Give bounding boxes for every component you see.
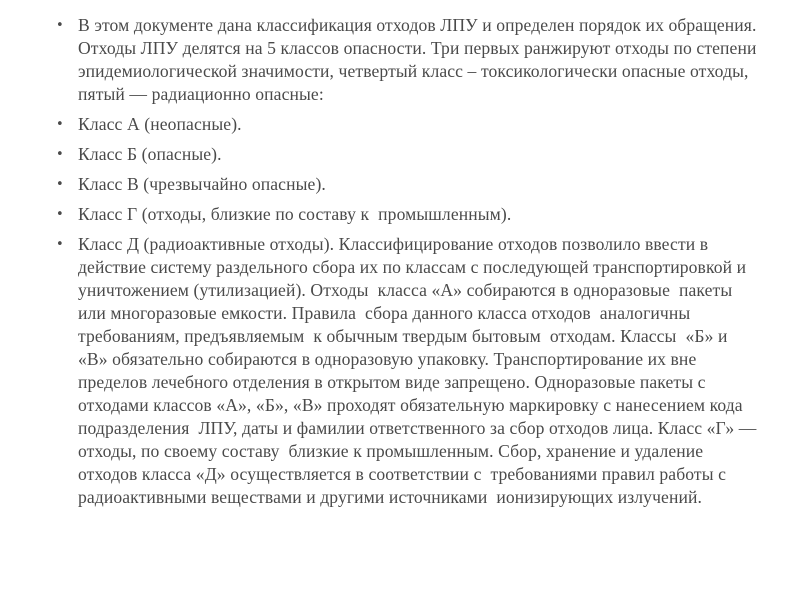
bullet-text-class-d: Класс Д (радиоактивные отходы). Классифицирование отходов позволило ввести в действие систему раздельного сбора их по классам с последующей транспортировкой и уничтожением (утилизацией). Отходы класса «А» собираются в одноразовые пакеты или многоразовые емкости. Правила сбора данного класса отходов аналогичны требованиям, предъявляемым к обычным твердым бытовым отходам. Классы «Б» и «В» обязательно собираются в одноразовую упаковку. Транспортирование их вне пределов лечебного отделения в открытом виде запрещено. Одноразовые пакеты с отходами классов «А», «Б», «В» проходят обязательную маркировку с нанесением кода подразделения ЛПУ, даты и фамилии ответственного за сбор отходов лица. Класс «Г» — отходы, по своему составу близкие к промышленным. Сбор, хранение и удаление отходов класса «Д» осуществляется в соответствии с требованиями правил работы с радиоактивными веществами и другими источниками ионизирующих излучений. — [78, 234, 761, 507]
bullet-text-class-a: Класс А (неопасные). — [78, 114, 242, 134]
bullet-item-class-v — [56, 173, 760, 196]
bullet-marker: • — [56, 207, 64, 222]
bullet-marker: • — [56, 147, 64, 162]
bullet-item-class-d — [56, 233, 760, 509]
bullet-text-intro: В этом документе дана классификация отходов ЛПУ и определен порядок их обращения. Отходы ЛПУ делятся на 5 классов опасности. Три первых ранжируют отходы по степени эпидемиологической значимости, четвертый класс – токсикологически опасные отходы, пятый — радиационно опасные: — [78, 15, 761, 104]
bullet-marker: • — [56, 18, 64, 33]
bullet-text-class-b: Класс Б (опасные). — [78, 144, 222, 164]
bullet-item-intro — [56, 14, 760, 106]
bullet-text-class-v: Класс В (чрезвычайно опасные). — [78, 174, 326, 194]
bullet-text-class-g: Класс Г (отходы, близкие по составу к промышленным). — [78, 204, 512, 224]
bullet-item-class-g — [56, 203, 760, 226]
bullet-marker: • — [56, 177, 64, 192]
bullet-marker: • — [56, 117, 64, 132]
bullet-marker: • — [56, 237, 64, 252]
bullet-list — [56, 14, 760, 509]
bullet-item-class-b — [56, 143, 760, 166]
bullet-item-class-a — [56, 113, 760, 136]
